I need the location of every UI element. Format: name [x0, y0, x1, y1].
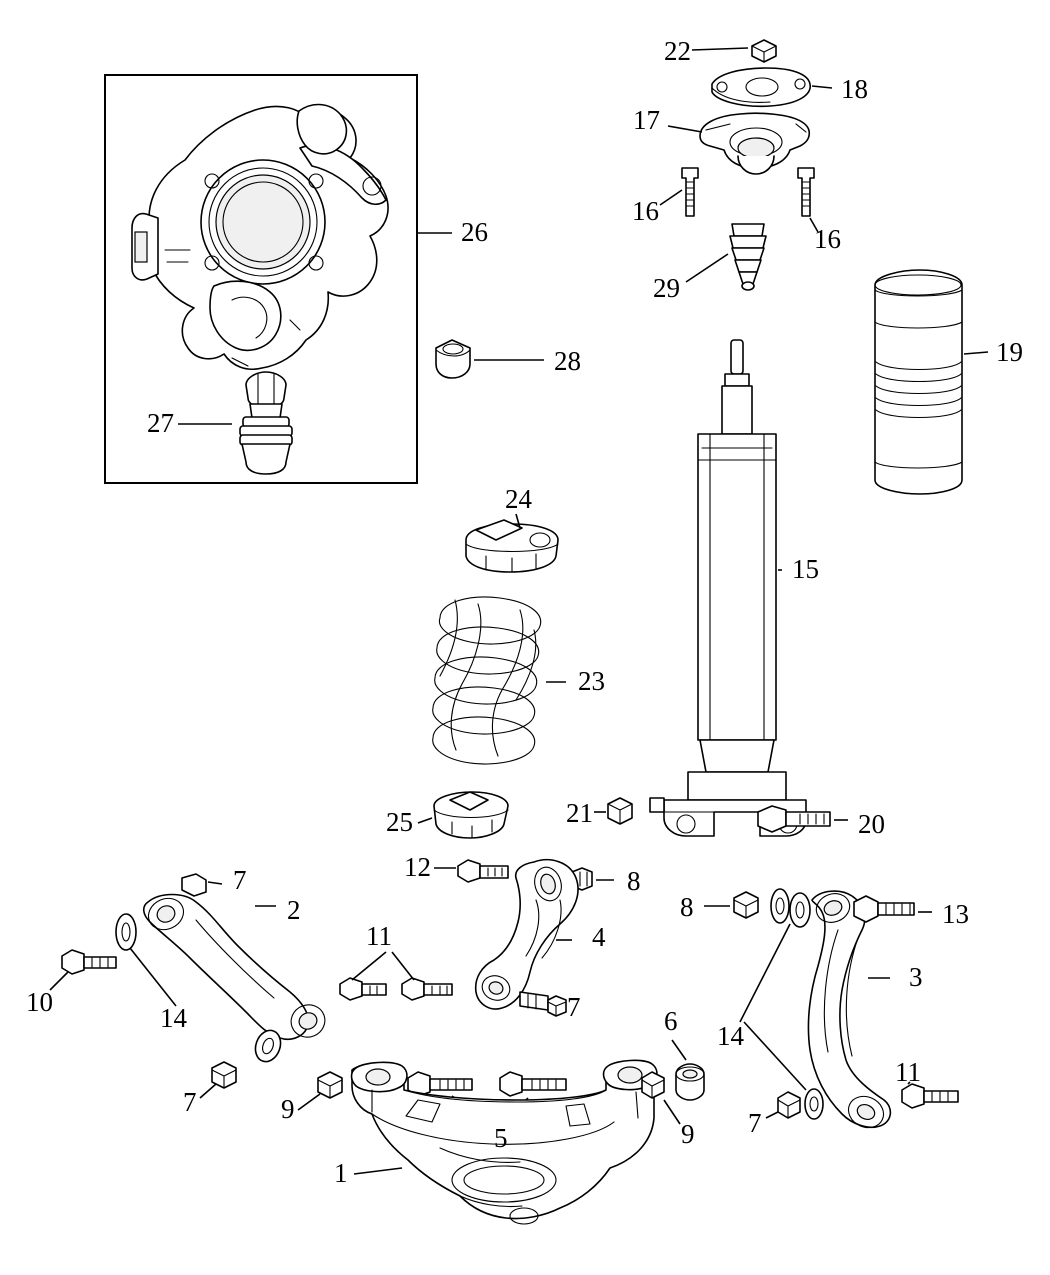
callout-10: 10	[26, 987, 53, 1017]
leader-25	[418, 818, 432, 823]
part-bolt-13	[854, 896, 914, 922]
leader-16-left	[660, 190, 682, 205]
leader-9b	[664, 1100, 680, 1124]
part-upper-mount	[700, 113, 809, 174]
part-upper-spring-isolator	[466, 520, 558, 572]
leader-29	[686, 254, 728, 282]
leader-17	[668, 126, 702, 132]
callout-25: 25	[386, 807, 413, 837]
leader-14b	[740, 924, 790, 1022]
callout-26: 26	[461, 217, 488, 247]
callout-11: 11	[366, 921, 392, 951]
part-bolt-16-right	[798, 168, 814, 216]
part-bolt-12	[458, 860, 508, 882]
part-bolt-5b	[500, 1072, 566, 1096]
part-bolt-11a	[340, 978, 386, 1000]
part-ball-joint	[240, 372, 292, 474]
callout-20: 20	[858, 809, 885, 839]
callout-16: 16	[632, 196, 659, 226]
part-knuckle	[132, 105, 388, 370]
part-upper-control-arm	[476, 860, 578, 1010]
part-nut-7c	[548, 996, 566, 1016]
leader-14b2	[744, 1022, 806, 1090]
part-nut-22	[752, 40, 776, 62]
callout-27: 27	[147, 408, 174, 438]
callout-9: 9	[281, 1094, 295, 1124]
callout-3: 3	[909, 962, 923, 992]
callout-8: 8	[627, 866, 641, 896]
leader-11a	[352, 952, 386, 980]
callout-19: 19	[996, 337, 1023, 367]
leader-7a	[208, 882, 222, 884]
part-nut-9b	[642, 1072, 664, 1098]
leader-18	[812, 86, 832, 88]
callout-12: 12	[404, 852, 431, 882]
part-bolt-8b	[734, 892, 758, 918]
callout-24: 24	[505, 484, 532, 514]
callout-16b: 16	[814, 224, 841, 254]
part-dust-boot	[875, 270, 962, 494]
leader-19	[964, 352, 988, 354]
part-mount-plate	[712, 68, 810, 106]
callout-29: 29	[653, 273, 680, 303]
callout-4: 4	[592, 922, 606, 952]
callout-11b: 11	[895, 1057, 921, 1087]
part-bolt-10	[62, 950, 116, 974]
leader-22	[692, 48, 748, 50]
part-washer-14a	[116, 914, 136, 950]
part-jounce-bumper	[730, 224, 766, 290]
callout-23: 23	[578, 666, 605, 696]
callout-2: 2	[287, 895, 301, 925]
callout-7d: 7	[748, 1108, 762, 1138]
callout-14: 14	[160, 1003, 187, 1033]
leader-6	[672, 1040, 686, 1060]
part-nut-28	[436, 340, 470, 378]
callout-15: 15	[792, 554, 819, 584]
leader-7b	[200, 1084, 216, 1098]
part-bolt-11c	[902, 1084, 958, 1108]
callout-22: 22	[664, 36, 691, 66]
part-bolt-16-left	[682, 168, 698, 216]
callout-7b: 7	[183, 1087, 197, 1117]
part-bolt-11b	[402, 978, 452, 1000]
leader-14a	[130, 948, 176, 1006]
callout-18: 18	[841, 74, 868, 104]
part-lower-spring-isolator	[434, 792, 508, 838]
callout-13: 13	[942, 899, 969, 929]
part-coil-spring	[433, 597, 541, 764]
part-shock-absorber	[650, 340, 806, 836]
callout-7c: 7	[567, 992, 581, 1022]
part-nut-21	[608, 798, 632, 824]
callout-7: 7	[233, 865, 247, 895]
leader-1	[354, 1168, 402, 1174]
callout-9b: 9	[681, 1119, 695, 1149]
part-nut-9a	[318, 1072, 342, 1098]
part-bushing-6	[676, 1064, 704, 1100]
callout-14b: 14	[717, 1021, 744, 1051]
leader-7d	[766, 1112, 778, 1118]
callout-1: 1	[334, 1158, 348, 1188]
callout-8b: 8	[680, 892, 694, 922]
callout-6: 6	[664, 1006, 678, 1036]
callout-17: 17	[633, 105, 660, 135]
callout-28: 28	[554, 346, 581, 376]
leader-11a2	[392, 952, 414, 980]
callout-21: 21	[566, 798, 593, 828]
leader-9a	[298, 1094, 320, 1110]
part-nut-7d	[778, 1089, 823, 1119]
part-washer-14b	[771, 889, 810, 927]
callout-5: 5	[494, 1123, 508, 1153]
